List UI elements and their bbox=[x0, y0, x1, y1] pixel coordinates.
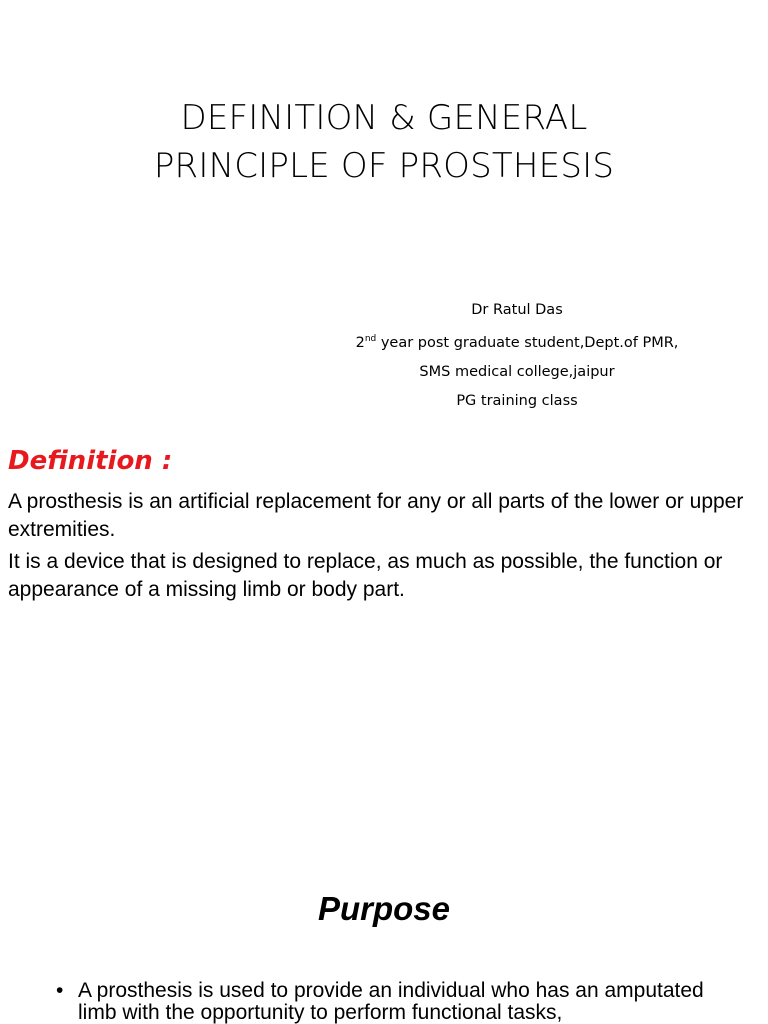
author-class: PG training class bbox=[456, 393, 578, 409]
definition-heading: Definition : bbox=[8, 446, 173, 476]
role-rest: year post graduate student,Dept.of PMR, bbox=[376, 335, 679, 351]
slide-definition bbox=[0, 430, 768, 860]
author-block bbox=[262, 296, 768, 416]
slide-purpose bbox=[0, 860, 768, 1024]
definition-paragraph-2: It is a device that is designed to replace, as much as possible, the function or appearance of a missing limb or body part. bbox=[8, 550, 723, 601]
author-college: SMS medical college,jaipur bbox=[419, 364, 615, 380]
role-superscript: nd bbox=[364, 334, 377, 344]
author-role bbox=[262, 325, 768, 358]
purpose-heading: Purpose bbox=[317, 890, 451, 927]
list-item bbox=[56, 980, 728, 1024]
role-prefix: 2 bbox=[355, 335, 365, 351]
bullet-marker: • bbox=[56, 979, 64, 1002]
definition-body bbox=[8, 488, 748, 608]
slide-title bbox=[0, 0, 768, 430]
title-line-2: PRINCIPLE OF PROSTHESIS bbox=[153, 146, 615, 186]
title-line-1: DEFINITION & GENERAL bbox=[180, 98, 588, 138]
bullet-text: A prosthesis is used to provide an individual who has an amputated limb with the opportunity to perform functional tasks, bbox=[78, 979, 704, 1024]
definition-paragraph-1: A prosthesis is an artificial replacement for any or all parts of the lower or upper extremities. bbox=[8, 490, 744, 541]
page-title bbox=[0, 94, 768, 190]
author-name: Dr Ratul Das bbox=[471, 302, 563, 318]
